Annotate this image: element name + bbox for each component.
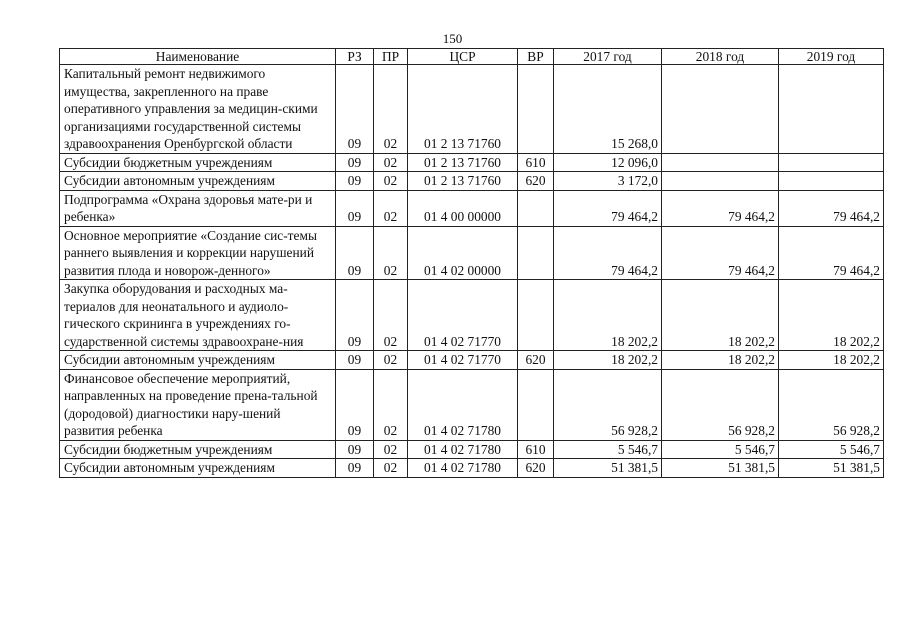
row-name: Подпрограмма «Охрана здоровья мате-ри и ребенка» — [64, 191, 313, 224]
amount-2018: 51 381,5 — [662, 459, 779, 478]
vr-cell — [518, 280, 554, 351]
vr-cell: 620 — [518, 351, 554, 370]
row-name: Закупка оборудования и расходных ма-териалов для неонатального и аудиоло-гического скрининга в учреждениях го-сударственной системы здравоохране-ния — [64, 281, 304, 349]
amount-2017: 79 464,2 — [554, 190, 662, 226]
row-name-cell — [60, 280, 336, 351]
column-header-vr: ВР — [518, 49, 554, 65]
table-row — [60, 459, 884, 478]
table-row — [60, 440, 884, 459]
amount-2019: 5 546,7 — [779, 440, 884, 459]
table-row — [60, 351, 884, 370]
rz-cell: 09 — [336, 369, 374, 440]
vr-cell — [518, 65, 554, 154]
row-name-cell — [60, 351, 336, 370]
row-name: Субсидии автономным учреждениям — [64, 173, 275, 188]
pr-cell: 02 — [374, 190, 408, 226]
amount-2018 — [662, 153, 779, 172]
row-name-cell — [60, 369, 336, 440]
table-row — [60, 226, 884, 280]
table-row — [60, 172, 884, 191]
row-name: Финансовое обеспечение мероприятий, направленных на проведение прена-тальной (дородовой) диагностики нару-шений развития ребенка — [64, 370, 318, 438]
amount-2019: 79 464,2 — [779, 226, 884, 280]
pr-cell: 02 — [374, 459, 408, 478]
pr-cell: 02 — [374, 153, 408, 172]
vr-cell: 610 — [518, 153, 554, 172]
amount-2018: 5 546,7 — [662, 440, 779, 459]
amount-2018 — [662, 172, 779, 191]
amount-2018: 79 464,2 — [662, 190, 779, 226]
amount-2018: 56 928,2 — [662, 369, 779, 440]
budget-table — [59, 48, 884, 478]
vr-cell: 620 — [518, 172, 554, 191]
csr-cell: 01 4 00 00000 — [408, 190, 518, 226]
column-header-2017: 2017 год — [554, 49, 662, 65]
vr-cell: 620 — [518, 459, 554, 478]
rz-cell: 09 — [336, 280, 374, 351]
row-name-cell — [60, 65, 336, 154]
table-row — [60, 369, 884, 440]
row-name-cell — [60, 190, 336, 226]
pr-cell: 02 — [374, 440, 408, 459]
csr-cell: 01 4 02 71770 — [408, 351, 518, 370]
table-row — [60, 280, 884, 351]
amount-2018: 18 202,2 — [662, 280, 779, 351]
row-name: Капитальный ремонт недвижимого имущества, закрепленного на праве оперативного управления за медицин-скими организациями государственной системы здравоохранения Оренбургской области — [64, 66, 318, 151]
amount-2017: 18 202,2 — [554, 280, 662, 351]
amount-2017: 5 546,7 — [554, 440, 662, 459]
column-header-csr: ЦСР — [408, 49, 518, 65]
pr-cell: 02 — [374, 65, 408, 154]
row-name-cell — [60, 459, 336, 478]
csr-cell: 01 4 02 00000 — [408, 226, 518, 280]
row-name: Субсидии автономным учреждениям — [64, 352, 275, 367]
amount-2017: 12 096,0 — [554, 153, 662, 172]
amount-2019: 79 464,2 — [779, 190, 884, 226]
amount-2019 — [779, 172, 884, 191]
rz-cell: 09 — [336, 65, 374, 154]
page-number: 150 — [442, 31, 463, 46]
vr-cell — [518, 190, 554, 226]
pr-cell: 02 — [374, 280, 408, 351]
column-header-2018: 2018 год — [662, 49, 779, 65]
vr-cell: 610 — [518, 440, 554, 459]
amount-2019 — [779, 65, 884, 154]
row-name: Субсидии бюджетным учреждениям — [64, 154, 273, 170]
column-header-2019: 2019 год — [779, 49, 884, 65]
column-header-pr: ПР — [374, 49, 408, 65]
rz-cell: 09 — [336, 172, 374, 191]
amount-2019: 18 202,2 — [779, 280, 884, 351]
row-name: Субсидии автономным учреждениям — [64, 460, 275, 475]
row-name: Субсидии бюджетным учреждениям — [64, 441, 273, 457]
row-name-cell — [60, 153, 336, 172]
rz-cell: 09 — [336, 190, 374, 226]
table-row — [60, 190, 884, 226]
amount-2017: 3 172,0 — [554, 172, 662, 191]
rz-cell: 09 — [336, 153, 374, 172]
rz-cell: 09 — [336, 440, 374, 459]
row-name: Основное мероприятие «Создание сис-темы раннего выявления и коррекции нарушений развития плода и новорож-денного» — [64, 227, 317, 278]
table-row — [60, 153, 884, 172]
amount-2017: 18 202,2 — [554, 351, 662, 370]
row-name-cell — [60, 440, 336, 459]
csr-cell: 01 4 02 71780 — [408, 369, 518, 440]
pr-cell: 02 — [374, 369, 408, 440]
csr-cell: 01 4 02 71780 — [408, 459, 518, 478]
amount-2017: 79 464,2 — [554, 226, 662, 280]
amount-2017: 15 268,0 — [554, 65, 662, 154]
pr-cell: 02 — [374, 226, 408, 280]
amount-2017: 56 928,2 — [554, 369, 662, 440]
amount-2017: 51 381,5 — [554, 459, 662, 478]
column-header-rz: РЗ — [336, 49, 374, 65]
rz-cell: 09 — [336, 226, 374, 280]
amount-2019: 51 381,5 — [779, 459, 884, 478]
rz-cell: 09 — [336, 351, 374, 370]
amount-2018: 79 464,2 — [662, 226, 779, 280]
vr-cell — [518, 226, 554, 280]
amount-2019 — [779, 153, 884, 172]
amount-2018 — [662, 65, 779, 154]
column-header-name: Наименование — [60, 49, 336, 65]
row-name-cell — [60, 172, 336, 191]
pr-cell: 02 — [374, 351, 408, 370]
table-row — [60, 65, 884, 154]
csr-cell: 01 4 02 71780 — [408, 440, 518, 459]
csr-cell: 01 2 13 71760 — [408, 65, 518, 154]
csr-cell: 01 4 02 71770 — [408, 280, 518, 351]
amount-2019: 56 928,2 — [779, 369, 884, 440]
csr-cell: 01 2 13 71760 — [408, 172, 518, 191]
pr-cell: 02 — [374, 172, 408, 191]
table-header-row — [60, 49, 884, 65]
row-name-cell — [60, 226, 336, 280]
amount-2019: 18 202,2 — [779, 351, 884, 370]
amount-2018: 18 202,2 — [662, 351, 779, 370]
vr-cell — [518, 369, 554, 440]
csr-cell: 01 2 13 71760 — [408, 153, 518, 172]
rz-cell: 09 — [336, 459, 374, 478]
